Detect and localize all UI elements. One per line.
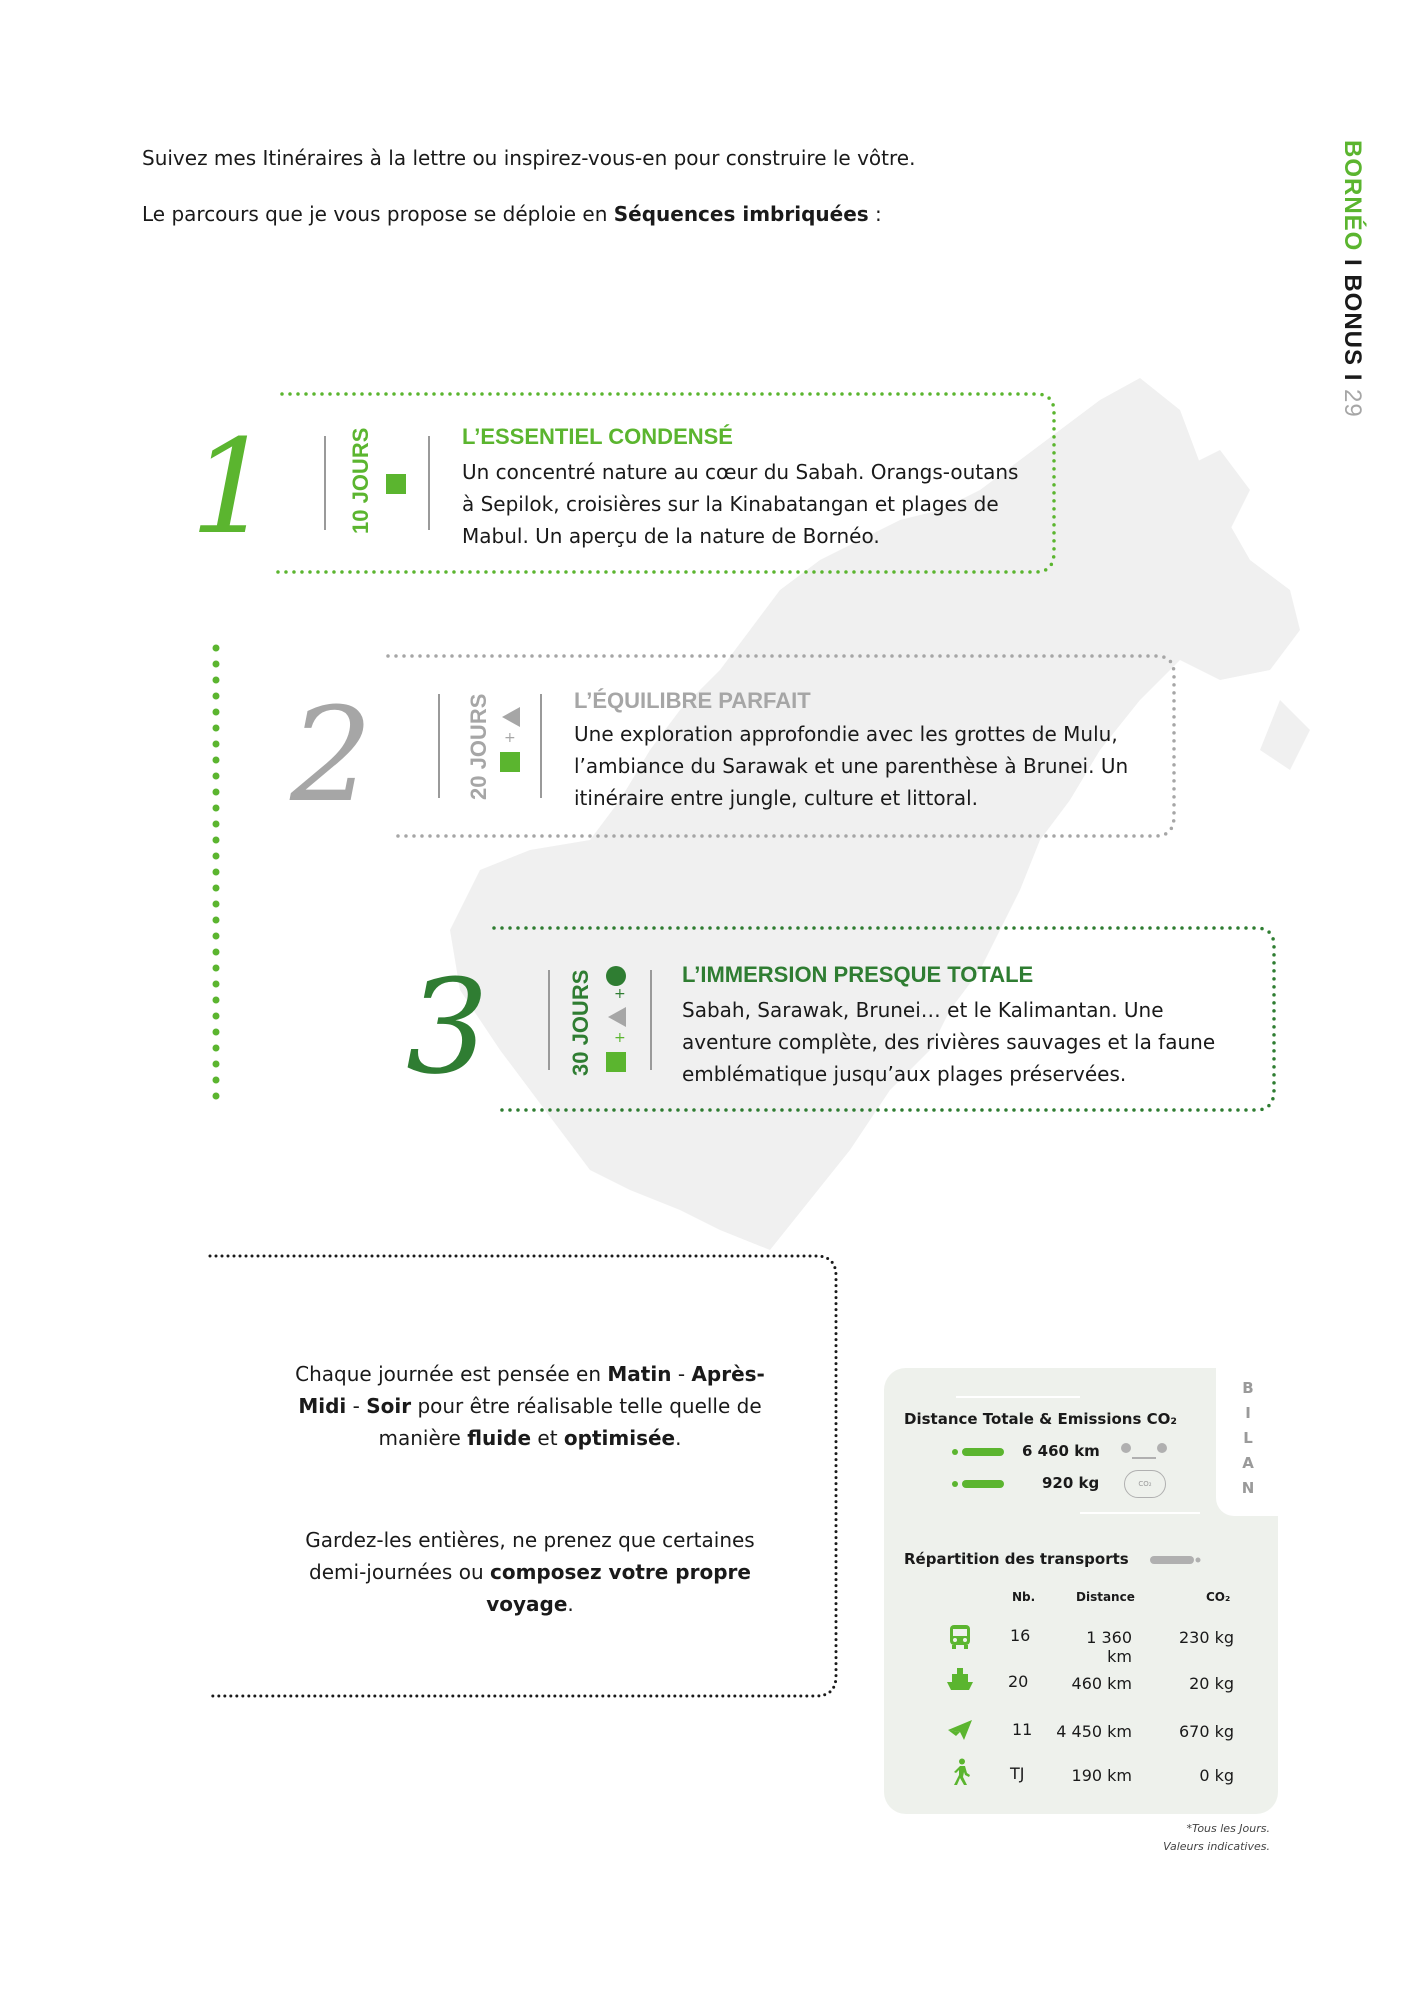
sequence-title-2: L’ÉQUILIBRE PARFAIT — [574, 688, 811, 713]
total-distance: 6 460 km — [1022, 1442, 1100, 1460]
bus-icon — [948, 1624, 972, 1650]
transport-title: Répartition des transports — [904, 1550, 1129, 1568]
table-cell-distance: 4 450 km — [1056, 1722, 1132, 1741]
table-cell-nb: 20 — [1008, 1672, 1029, 1691]
sequence-title-1: L’ESSENTIEL CONDENSÉ — [462, 424, 733, 449]
sequence-card-3[interactable] — [400, 924, 1280, 1118]
duration-label-2: 20 JOURS — [466, 693, 491, 800]
total-co2: 920 kg — [1042, 1474, 1100, 1492]
table-cell-co2: 230 kg — [1178, 1628, 1234, 1647]
separator — [324, 436, 326, 530]
route-pin-icon — [1120, 1440, 1170, 1466]
divider — [956, 1396, 1080, 1398]
intro-line-1: Suivez mes Itinéraires à la lettre ou inspirez-vous-en pour construire le vôtre. — [142, 146, 916, 170]
sequence-description-1: Un concentré nature au cœur du Sabah. Orangs-outans à Sepilok, croisières sur la Kinabatangan et plages de Mabul. Un aperçu de la nature de Bornéo. — [462, 460, 1019, 548]
page-header — [1328, 140, 1368, 418]
sequence-title-3: L’IMMERSION PRESQUE TOTALE — [682, 962, 1034, 987]
totals-title: Distance Totale & Emissions CO₂ — [904, 1410, 1177, 1428]
duration-label-3: 30 JOURS — [568, 969, 593, 1076]
column-header-co2: CO₂ — [1206, 1590, 1231, 1604]
triangle-icon — [500, 706, 522, 728]
square-icon — [606, 1052, 626, 1072]
plus-sign: + — [614, 1030, 626, 1046]
bar-icon — [1150, 1553, 1202, 1567]
intro-line-2: Le parcours que je vous propose se déploie en Séquences imbriquées : — [142, 202, 882, 226]
separator — [548, 970, 550, 1070]
page-number: 29 — [1339, 389, 1366, 418]
cloud-co2-icon: CO₂ — [1124, 1470, 1166, 1498]
sequence-connector-dotted — [208, 644, 224, 1104]
sequence-description-2: Une exploration approfondie avec les grottes de Mulu, l’ambiance du Sarawak et une parenthèse à Brunei. Un itinéraire entre jungle, culture et littoral. — [574, 722, 1129, 810]
info-box-border — [206, 1252, 846, 1702]
table-cell-nb: 16 — [1010, 1626, 1031, 1645]
table-cell-nb: 11 — [1012, 1720, 1033, 1739]
square-icon — [386, 474, 406, 494]
sequence-number-2: 2 — [290, 679, 373, 831]
info-paragraph-2: Gardez-les entières, ne prenez que certaines demi-journées ou composez votre propre voyage. — [305, 1528, 755, 1616]
circle-icon — [606, 966, 626, 986]
table-cell-co2: 0 kg — [1199, 1766, 1234, 1785]
table-cell-distance: 1 360 km — [1086, 1628, 1132, 1666]
footnote: *Tous les Jours. Valeurs indicatives. — [1163, 1822, 1270, 1853]
table-cell-distance: 460 km — [1071, 1674, 1132, 1693]
table-cell-nb: TJ — [1010, 1764, 1025, 1783]
walking-icon — [950, 1758, 972, 1786]
plane-icon — [946, 1716, 974, 1742]
duration-label-1: 10 JOURS — [348, 427, 373, 534]
info-paragraph-1: Chaque journée est pensée en Matin - Après- Midi - Soir pour être réalisable telle quelle de manière fluide et optimisée. — [295, 1362, 765, 1450]
sequence-description-3: Sabah, Sarawak, Brunei… et le Kalimantan. Une aventure complète, des rivières sauvages et la faune emblématique jusqu’aux plages préservées. — [682, 998, 1216, 1086]
separator — [428, 436, 430, 530]
section-label: I BONUS I — [1339, 259, 1366, 382]
table-cell-co2: 20 kg — [1189, 1674, 1234, 1693]
sequence-card-2[interactable] — [290, 652, 1180, 844]
column-header-distance: Distance — [1076, 1590, 1135, 1604]
separator — [540, 694, 542, 798]
plus-sign: + — [504, 730, 516, 746]
sequence-card-1[interactable] — [180, 390, 1060, 580]
triangle-icon — [606, 1006, 628, 1028]
separator — [438, 694, 440, 798]
boat-icon — [946, 1666, 974, 1694]
column-header-nb: Nb. — [1012, 1590, 1036, 1604]
divider — [1080, 1512, 1200, 1514]
table-cell-distance: 190 km — [1071, 1766, 1132, 1785]
bilan-vertical-label: B I L A N — [1241, 1379, 1255, 1497]
co2-bar — [950, 1478, 1006, 1490]
intro-emphasis: Séquences imbriquées — [613, 202, 869, 226]
table-cell-co2: 670 kg — [1178, 1722, 1234, 1741]
separator — [650, 970, 652, 1070]
distance-bar — [950, 1446, 1006, 1458]
sequence-number-1: 1 — [190, 411, 273, 563]
sequence-number-3: 3 — [406, 951, 489, 1103]
brand-name: BORNÉO — [1339, 140, 1366, 252]
plus-sign: + — [614, 986, 626, 1002]
square-icon — [500, 752, 520, 772]
